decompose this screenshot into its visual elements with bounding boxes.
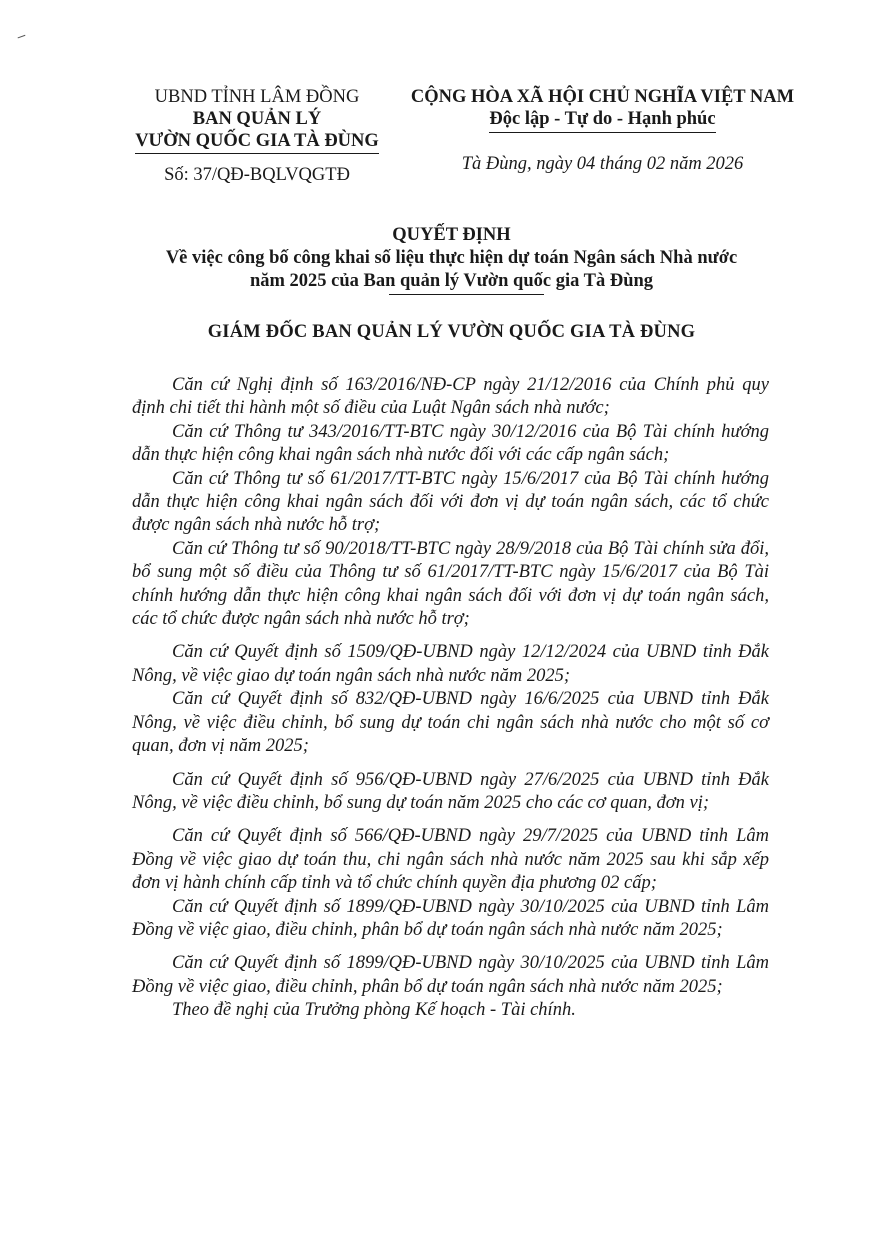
ground-item: Căn cứ Nghị định số 163/2016/NĐ-CP ngày 21/12/2016 của Chính phủ quy định chi tiết thi hành một số điều của Luật Ngân sách nhà nước; — [132, 375, 769, 419]
national-motto: Độc lập - Tự do - Hạnh phúc — [489, 108, 715, 133]
decision-title — [100, 224, 803, 293]
agency-name-line1: BAN QUẢN LÝ — [192, 109, 322, 129]
issuer-title: GIÁM ĐỐC BAN QUẢN LÝ VƯỜN QUỐC GIA TÀ ĐÙNG — [207, 322, 696, 342]
decision-subject-line1: Về việc công bố công khai số liệu thực hiện dự toán Ngân sách Nhà nước — [165, 248, 738, 268]
ground-item: Căn cứ Thông tư 343/2016/TT-BTC ngày 30/12/2016 của Bộ Tài chính hướng dẫn thực hiện công khai ngân sách nhà nước đối với các cấp ngân sách; — [132, 421, 769, 466]
ground-item: Căn cứ Thông tư số 61/2017/TT-BTC ngày 15/6/2017 của Bộ Tài chính hướng dẫn thực hiện công khai ngân sách đối với đơn vị dự toán ngân sách, các tổ chức được ngân sách nhà nước hỗ trợ; — [132, 468, 769, 536]
document-number: Số: 37/QĐ-BQLVQGTĐ — [164, 165, 350, 185]
ground-item: Căn cứ Quyết định số 1899/QĐ-UBND ngày 30/10/2025 của UBND tỉnh Lâm Đồng về việc giao, điều chỉnh, phân bổ dự toán ngân sách nhà nước năm 2025; — [132, 896, 769, 940]
agency-parent: UBND TỈNH LÂM ĐỒNG — [154, 87, 360, 107]
issuing-agency-header — [112, 86, 402, 186]
legal-grounds — [132, 374, 769, 1023]
ground-item: Căn cứ Quyết định số 1899/QĐ-UBND ngày 30/10/2025 của UBND tỉnh Lâm Đồng về việc giao, điều chỉnh, phân bổ dự toán ngân sách nhà nước năm 2025; — [132, 953, 769, 997]
ground-item: Căn cứ Quyết định số 832/QĐ-UBND ngày 16/6/2025 của UBND tỉnh Đắk Nông, về việc điều chỉnh, bổ sung dự toán chi ngân sách nhà nước cho một số cơ quan, đơn vị năm 2025; — [132, 689, 769, 757]
agency-name-line2: VƯỜN QUỐC GIA TÀ ĐÙNG — [135, 130, 379, 154]
scan-mark — [18, 35, 27, 41]
national-title: CỘNG HÒA XÃ HỘI CHỦ NGHĨA VIỆT NAM — [410, 87, 795, 107]
decision-subject-line2: năm 2025 của Ban quản lý Vườn quốc gia Tà Đùng — [249, 271, 654, 291]
proposal-line: Theo đề nghị của Trưởng phòng Kế hoạch - Tài chính. — [172, 1000, 576, 1021]
ground-item: Căn cứ Thông tư số 90/2018/TT-BTC ngày 28/9/2018 của Bộ Tài chính sửa đổi, bổ sung một số điều của Thông tư số 61/2017/TT-BTC ngày 15/6/2017 của Bộ Tài chính hướng dẫn thực hiện công khai ngân sách đối với đơn vị dự toán ngân sách, các tổ chức được ngân sách nhà nước hỗ trợ; — [132, 538, 769, 630]
title-underline — [389, 294, 544, 295]
national-header — [395, 86, 810, 175]
ground-item: Căn cứ Quyết định số 566/QĐ-UBND ngày 29/7/2025 của UBND tỉnh Lâm Đồng về việc giao dự toán thu, chi ngân sách nhà nước năm 2025 sau khi sắp xếp đơn vị hành chính cấp tỉnh và tổ chức chính quyền địa phương 02 cấp; — [132, 826, 769, 894]
ground-item: Căn cứ Quyết định số 956/QĐ-UBND ngày 27/6/2025 của UBND tỉnh Đắk Nông, về việc điều chỉnh, bổ sung dự toán năm 2025 cho các cơ quan, đơn vị; — [132, 769, 769, 813]
issue-date: Tà Đùng, ngày 04 tháng 02 năm 2026 — [461, 154, 744, 174]
decision-heading: QUYẾT ĐỊNH — [392, 225, 511, 245]
ground-item: Căn cứ Quyết định số 1509/QĐ-UBND ngày 12/12/2024 của UBND tỉnh Đắk Nông, về việc giao dự toán ngân sách nhà nước năm 2025; — [132, 642, 769, 686]
